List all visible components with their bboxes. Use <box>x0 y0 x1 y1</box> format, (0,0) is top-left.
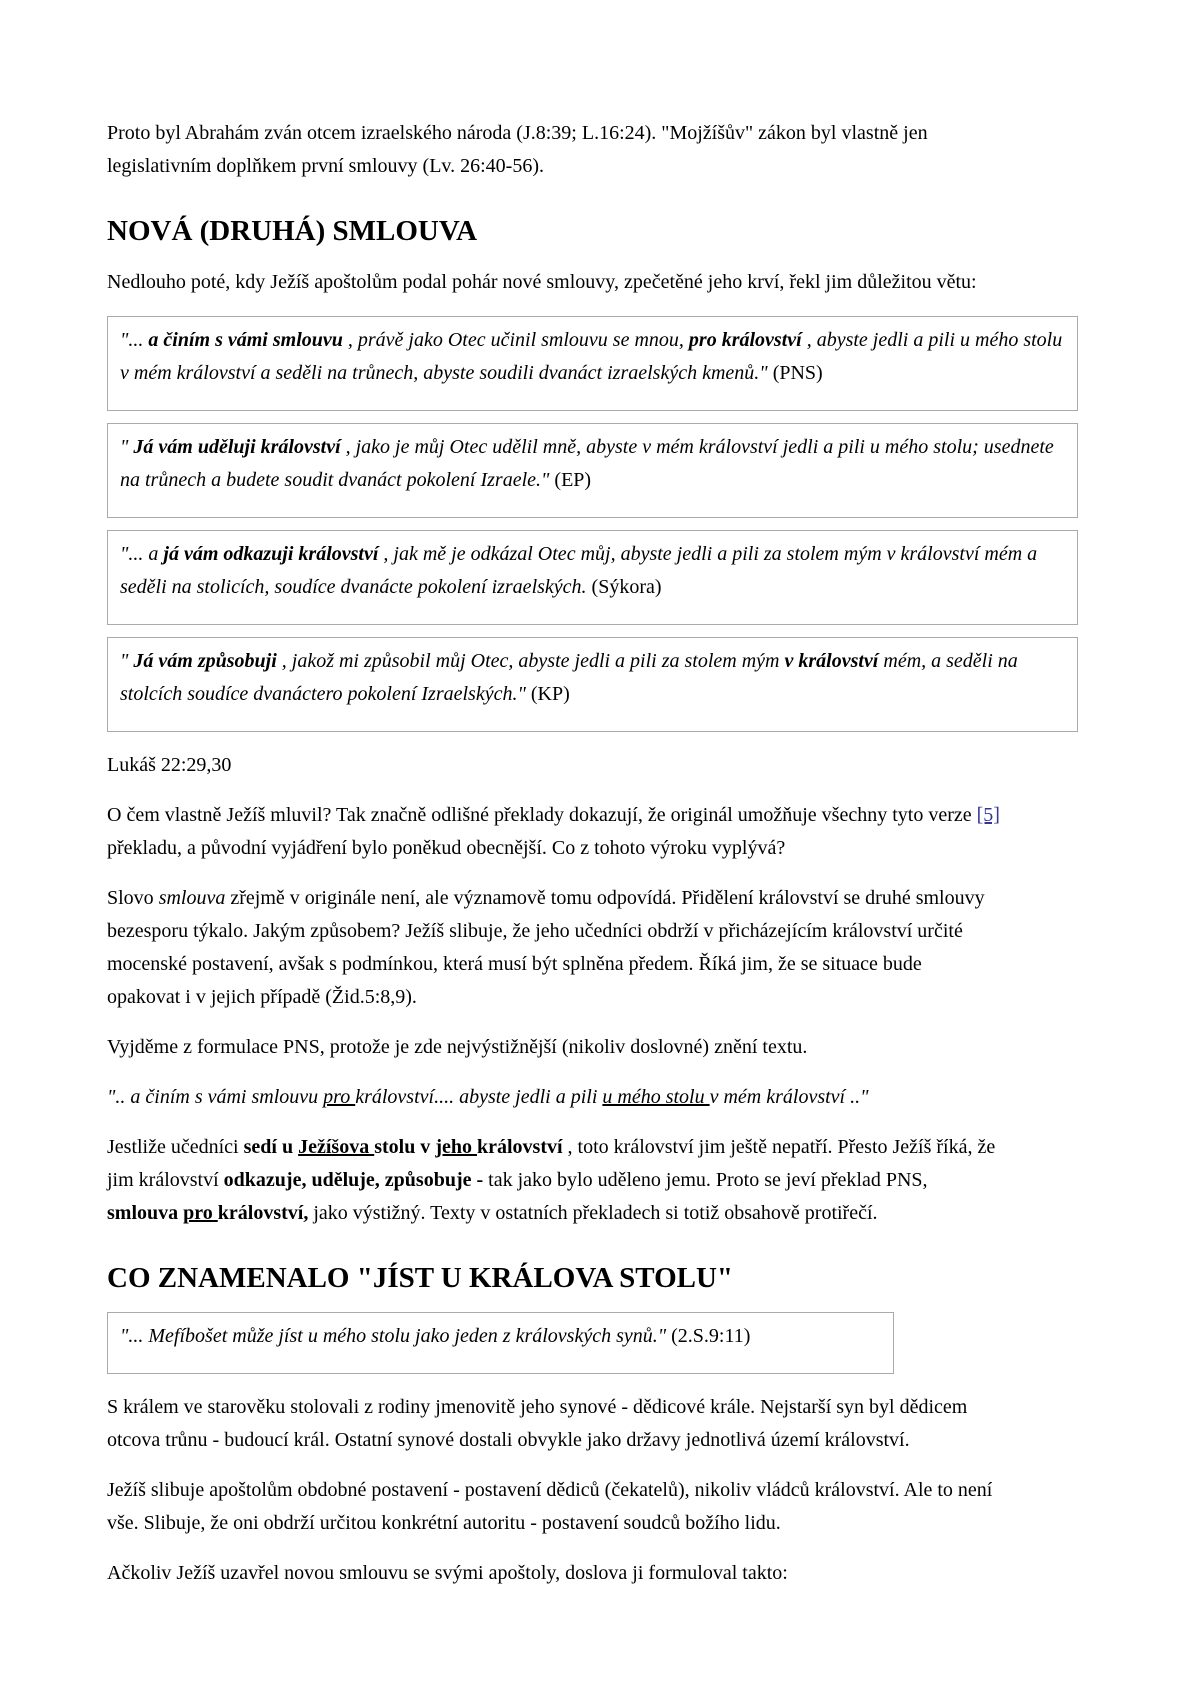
paragraph-ackoliv <box>107 1557 1000 1590</box>
paragraph-s-kralem <box>107 1391 1000 1457</box>
text-segment: Nedlouho poté, kdy Ježíš apoštolům podal pohár nové smlouvy, zpečetěné jeho krví, řekl jim důležitou větu: <box>107 271 977 293</box>
text-segment: já vám odkazuji království <box>163 543 379 565</box>
text-segment: , jak mě je odkázal Otec můj, abyste jedli a pili za stolem mým v království mém a seděli na stolicích, soudíce dvanácte pokolení izraelských. <box>120 543 1038 598</box>
text-segment: " <box>120 650 134 672</box>
text-segment: u mého stolu <box>602 1086 710 1108</box>
text-segment: odkazuje, uděluje, způsobuje - <box>223 1169 484 1191</box>
quote-text-sykora <box>120 538 1063 604</box>
quote-box-pns <box>107 316 1078 411</box>
document-content <box>107 117 1078 1590</box>
text-segment: pro <box>183 1202 218 1224</box>
text-segment: stolu v <box>374 1136 436 1158</box>
text-segment: jako výstižný. Texty v ostatních překladech si totiž obsahově protiřečí. <box>308 1202 878 1224</box>
text-segment: Ježíš slibuje apoštolům obdobné postavení - postavení dědiců (čekatelů), nikoliv vládců království. Ale to není vše. Slibuje, že oni obdrží určitou konkrétní autoritu - postavení soudců božího lidu. <box>107 1479 993 1534</box>
text-segment: "... Mefíbošet může jíst u mého stolu jako jeden z královských synů." <box>120 1325 667 1347</box>
footnote-link-5[interactable]: [5] <box>976 804 1000 826</box>
text-segment: Jestliže učedníci <box>107 1136 244 1158</box>
quote-text-kp <box>120 645 1063 711</box>
text-segment: (PNS) <box>767 362 823 384</box>
text-segment: (2.S.9:11) <box>666 1325 751 1347</box>
text-segment: jeho <box>435 1136 477 1158</box>
text-segment: překladu, a původní vyjádření bylo poněkud obecnější. Co z tohoto výroku vyplývá? <box>107 837 786 859</box>
text-segment: (KP) <box>525 683 570 705</box>
text-segment: v mém království .." <box>709 1086 869 1108</box>
quote-text-ep <box>120 431 1063 497</box>
text-segment: Proto byl Abrahám zván otcem izraelského národa (J.8:39; L.16:24). "Mojžíšův" zákon byl vlastně jen legislativním doplňkem první smlouvy (Lv. 26:40-56). <box>107 122 928 177</box>
paragraph-jestlize <box>107 1131 1000 1230</box>
text-segment: S králem ve starověku stolovali z rodiny jmenovitě jeho synové - dědicové krále. Nejstarší syn byl dědicem otcova trůnu - budoucí král. Ostatní synové dostali obvykle jako državy jednotlivá území království. <box>107 1396 968 1451</box>
text-segment: "... <box>120 329 149 351</box>
text-segment: ".. a činím s vámi smlouvu <box>107 1086 324 1108</box>
heading-co-znamenalo: CO ZNAMENALO "JÍST U KRÁLOVA STOLU" <box>107 1262 734 1294</box>
intro-paragraph <box>107 117 1000 183</box>
text-segment: království <box>476 1136 563 1158</box>
scripture-reference: Lukáš 22:29,30 <box>107 754 232 776</box>
text-segment: (Sýkora) <box>586 576 662 598</box>
quote-text-pns <box>120 324 1063 390</box>
text-segment: sedí u <box>243 1136 299 1158</box>
text-segment: tak jako bylo uděleno jemu. Proto se jeví překlad PNS, <box>483 1169 928 1191</box>
text-segment: "... a <box>120 543 164 565</box>
text-segment: Já vám uděluji království <box>133 436 341 458</box>
text-segment: , právě jako Otec učinil smlouvu se mnou, <box>342 329 689 351</box>
text-segment: a činím s vámi smlouvu <box>148 329 343 351</box>
paragraph-o-cem <box>107 799 1000 865</box>
text-segment: , jako je můj Otec udělil mně, abyste v mém království jedli a pili u mého stolu; usednete na trůnech a budete soudit dvanáct pokolení Izraele." <box>120 436 1054 491</box>
inline-quote-pns <box>107 1081 1000 1114</box>
quote-text-mefiboset <box>120 1320 879 1353</box>
text-segment: zřejmě v originále není, ale významově tomu odpovídá. Přidělení království se druhé smlouvy bezesporu týkalo. Jakým způsobem? Ježíš slibuje, že jeho učedníci obdrží v přicházejícím království určité mocenské postavení, avšak s podmínkou, která musí být splněna předem. Říká jim, že se situace bude opakovat i v jejich případě (Žid.5:8,9). <box>107 887 985 1008</box>
text-segment: O čem vlastně Ježíš mluvil? Tak značně odlišné překlady dokazují, že originál umožňuje všechny tyto verze <box>107 804 977 826</box>
lead-paragraph <box>107 266 1000 299</box>
paragraph-slovo-smlouva <box>107 882 1000 1014</box>
text-segment: pro království <box>688 329 802 351</box>
paragraph-jezis-slibuje <box>107 1474 1000 1540</box>
text-segment: mém, a seděli na stolcích soudíce dvanáctero pokolení Izraelských." <box>120 650 1018 705</box>
quote-box-sykora <box>107 530 1078 625</box>
quote-box-ep <box>107 423 1078 518</box>
text-segment: Ježíšova <box>298 1136 375 1158</box>
text-segment: Ačkoliv Ježíš uzavřel novou smlouvu se svými apoštoly, doslova ji formuloval takto: <box>107 1562 788 1584</box>
text-segment: Slovo <box>107 887 159 909</box>
text-segment: v království <box>784 650 879 672</box>
text-segment: království, <box>217 1202 309 1224</box>
heading-nova-druha-smlouva: NOVÁ (DRUHÁ) SMLOUVA <box>107 215 478 247</box>
quote-box-kp <box>107 637 1078 732</box>
text-segment: smlouva <box>158 887 226 909</box>
text-segment: smlouva <box>107 1202 184 1224</box>
text-segment: Vyjděme z formulace PNS, protože je zde nejvýstižnější (nikoliv doslovné) znění textu. <box>107 1036 808 1058</box>
text-segment: království.... abyste jedli a pili <box>355 1086 603 1108</box>
text-segment: pro <box>323 1086 356 1108</box>
text-segment: , jakož mi způsobil můj Otec, abyste jedli a pili za stolem mým <box>276 650 785 672</box>
text-segment: , toto království jim ještě nepatří. Přesto Ježíš říká, že jim království <box>107 1136 996 1191</box>
text-segment: Já vám způsobuji <box>133 650 277 672</box>
text-segment: , abyste jedli a pili u mého stolu v mém království a seděli na trůnech, abyste soudili dvanáct izraelských kmenů." <box>120 329 1063 384</box>
text-segment: (EP) <box>549 469 592 491</box>
text-segment: " <box>120 436 134 458</box>
paragraph-vyjdeme <box>107 1031 1000 1064</box>
quote-box-mefiboset <box>107 1312 894 1374</box>
